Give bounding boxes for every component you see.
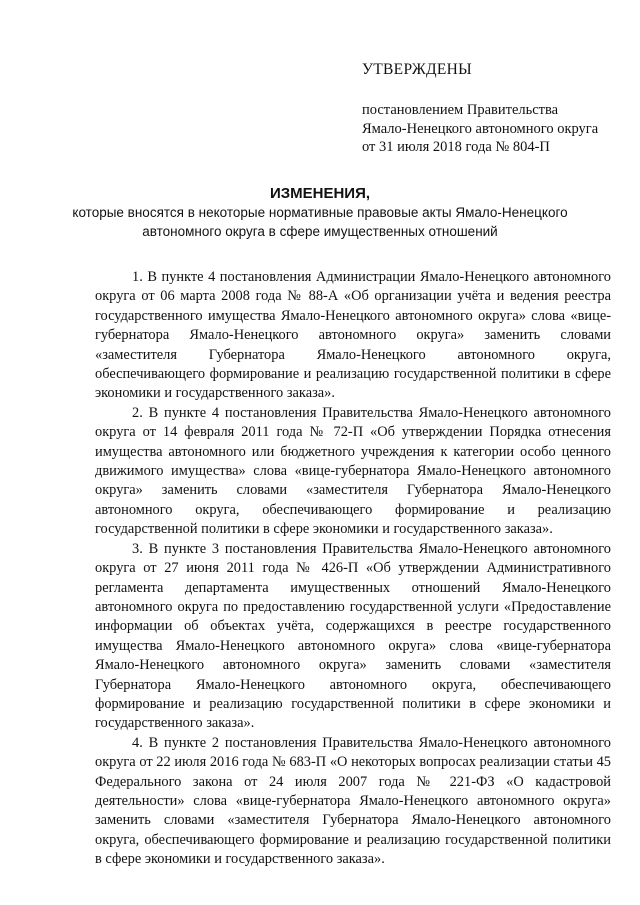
- change-item-3: 3. В пункте 3 постановления Правительства Ямало-Ненецкого автономного округа от 27 июня 2011 года № 426-П «Об утверждении Административного регламента департамента имущественных отношений Ямало-Ненецкого автономного округа по предоставлению государственной услуги «Предоставление информации об объектах учёта, содержащихся в реестре государственного имущества Ямало-Ненецкого автономного округа» слова «вице-губернатора Ямало-Ненецкого автономного округа» заменить словами «заместителя Губернатора Ямало-Ненецкого автономного округа, обеспечивающего формирование и реализацию государственной политики в сфере экономики и государственного заказа».: [95, 540, 611, 732]
- change-item-2: 2. В пункте 4 постановления Правительства Ямало-Ненецкого автономного округа от 14 февраля 2011 года № 72-П «Об утверждении Порядка отнесения имущества автономного или бюджетного учреждения к категории особо ценного движимого имущества» слова «вице-губернатора Ямало-Ненецкого автономного округа» заменить словами «заместителя Губернатора Ямало-Ненецкого автономного округа, обеспечивающего формирование и реализацию государственной политики в сфере экономики и государственного заказа».: [95, 404, 611, 538]
- change-item-4: 4. В пункте 2 постановления Правительства Ямало-Ненецкого автономного округа от 22 июля 2016 года № 683-П «О некоторых вопросах реализации статьи 45 Федерального закона от 24 июля 2007 года № 221-ФЗ «О кадастровой деятельности» слова «вице-губернатора Ямало-Ненецкого автономного округа» заменить словами «заместителя Губернатора Ямало-Ненецкого автономного округа, обеспечивающего формирование и реализацию государственной политики в сфере экономики и государственного заказа».: [95, 734, 611, 868]
- change-item-1: 1. В пункте 4 постановления Администрации Ямало-Ненецкого автономного округа от 06 марта 2008 года № 88-А «Об организации учёта и ведения реестра государственного имущества Ямало-Ненецкого автономного округа» слова «вице-губернатора Ямало-Ненецкого автономного округа» заменить словами «заместителя Губернатора Ямало-Ненецкого автономного округа, обеспечивающего формирование и реализацию государственной политики в сфере экономики и государственного заказа».: [95, 269, 611, 402]
- document-heading: [60, 184, 580, 241]
- heading-subtitle-line-2: автономного округа в сфере имущественных отношений: [142, 223, 498, 239]
- approved-line-1: постановлением Правительства: [362, 102, 559, 118]
- approval-stamp: [362, 60, 622, 157]
- approved-line-2: Ямало-Ненецкого автономного округа: [362, 120, 599, 137]
- heading-subtitle-line-1: которые вносятся в некоторые нормативные правовые акты Ямало-Ненецкого: [72, 205, 568, 220]
- approved-title: УТВЕРЖДЕНЫ: [362, 61, 472, 78]
- document-body: [95, 268, 611, 870]
- approved-line-3: от 31 июля 2018 года № 804-П: [362, 139, 550, 155]
- heading-title: ИЗМЕНЕНИЯ,: [269, 185, 371, 202]
